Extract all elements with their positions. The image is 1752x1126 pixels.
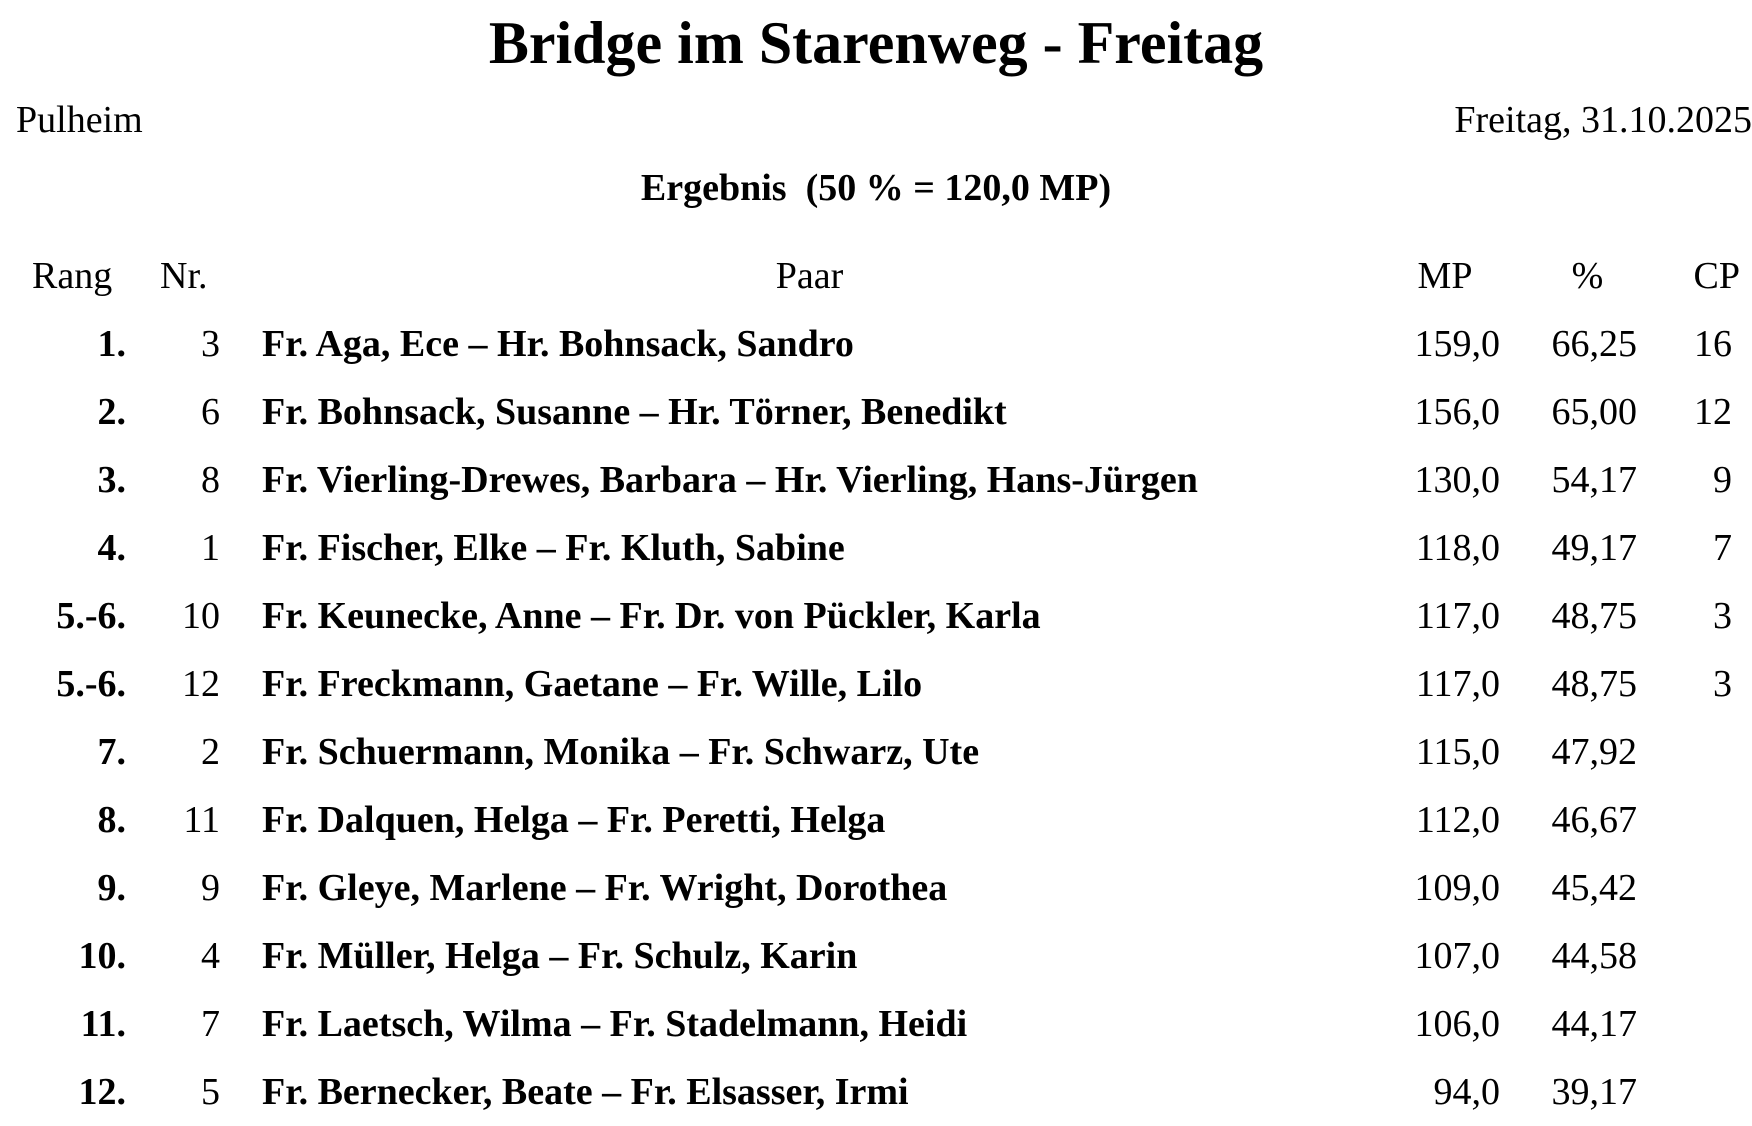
pair-number-cell: 6 (201, 391, 220, 433)
header-rang: Rang (32, 255, 113, 297)
location-label: Pulheim (16, 99, 143, 141)
mp-cell: 117,0 (1415, 595, 1500, 637)
pair-names-cell: Fr. Keunecke, Anne – Fr. Dr. von Pückler, Karla (262, 595, 1041, 637)
percent-cell: 54,17 (1551, 459, 1637, 501)
pair-number-cell: 2 (201, 731, 220, 773)
percent-cell: 44,17 (1551, 1003, 1637, 1045)
pair-names-cell: Fr. Laetsch, Wilma – Fr. Stadelmann, Heidi (262, 1003, 968, 1045)
percent-cell: 39,17 (1551, 1071, 1637, 1113)
pair-number-cell: 11 (183, 799, 220, 841)
pair-number-cell: 8 (201, 459, 220, 501)
cp-cell: 12 (1694, 391, 1732, 433)
pair-names-cell: Fr. Freckmann, Gaetane – Fr. Wille, Lilo (262, 663, 923, 705)
cp-cell: 3 (1713, 595, 1732, 637)
percent-cell: 48,75 (1551, 595, 1637, 637)
table-row (0, 786, 1752, 854)
mp-cell: 159,0 (1414, 323, 1500, 365)
table-row (0, 650, 1752, 718)
table-row (0, 854, 1752, 922)
table-row (0, 378, 1752, 446)
rang-cell: 12. (78, 1071, 126, 1113)
mp-cell: 109,0 (1414, 867, 1500, 909)
table-row (0, 514, 1752, 582)
pair-number-cell: 4 (201, 935, 220, 977)
mp-cell: 130,0 (1414, 459, 1500, 501)
table-row (0, 582, 1752, 650)
rang-cell: 1. (97, 323, 126, 365)
pair-names-cell: Fr. Müller, Helga – Fr. Schulz, Karin (262, 935, 858, 977)
pair-number-cell: 3 (201, 323, 220, 365)
percent-cell: 48,75 (1551, 663, 1637, 705)
pair-names-cell: Fr. Dalquen, Helga – Fr. Peretti, Helga (262, 799, 886, 841)
table-row (0, 718, 1752, 786)
pair-number-cell: 5 (201, 1071, 220, 1113)
rang-cell: 7. (97, 731, 126, 773)
header-mp: MP (1417, 255, 1473, 297)
percent-cell: 44,58 (1551, 935, 1637, 977)
pair-names-cell: Fr. Aga, Ece – Hr. Bohnsack, Sandro (262, 323, 854, 365)
rang-cell: 4. (97, 527, 126, 569)
mp-cell: 112,0 (1415, 799, 1500, 841)
result-subtitle: Ergebnis (50 % = 120,0 MP) (640, 167, 1112, 209)
table-row (0, 446, 1752, 514)
pair-names-cell: Fr. Bohnsack, Susanne – Hr. Törner, Benedikt (262, 391, 1007, 433)
cp-cell: 16 (1694, 323, 1732, 365)
rang-cell: 5.-6. (56, 595, 126, 637)
header-paar: Paar (775, 255, 844, 297)
pair-number-cell: 10 (182, 595, 220, 637)
percent-cell: 49,17 (1551, 527, 1637, 569)
header-percent: % (1571, 255, 1604, 297)
rang-cell: 11. (80, 1003, 126, 1045)
mp-cell: 107,0 (1414, 935, 1500, 977)
mp-cell: 94,0 (1433, 1071, 1500, 1113)
rang-cell: 2. (97, 391, 126, 433)
cp-cell: 9 (1713, 459, 1732, 501)
table-body (0, 310, 1752, 1126)
table-row (0, 922, 1752, 990)
percent-cell: 47,92 (1551, 731, 1637, 773)
pair-names-cell: Fr. Schuermann, Monika – Fr. Schwarz, Ute (262, 731, 980, 773)
mp-cell: 115,0 (1415, 731, 1500, 773)
rang-cell: 5.-6. (56, 663, 126, 705)
mp-cell: 106,0 (1414, 1003, 1500, 1045)
date-label: Freitag, 31.10.2025 (1454, 99, 1752, 141)
percent-cell: 46,67 (1551, 799, 1637, 841)
pair-names-cell: Fr. Vierling-Drewes, Barbara – Hr. Vierling, Hans-Jürgen (262, 459, 1198, 501)
pair-names-cell: Fr. Gleye, Marlene – Fr. Wright, Dorothea (262, 867, 948, 909)
pair-number-cell: 9 (201, 867, 220, 909)
rang-cell: 8. (97, 799, 126, 841)
table-row (0, 310, 1752, 378)
pair-names-cell: Fr. Bernecker, Beate – Fr. Elsasser, Irmi (262, 1071, 909, 1113)
cp-cell: 7 (1713, 527, 1732, 569)
cp-cell: 3 (1713, 663, 1732, 705)
percent-cell: 66,25 (1551, 323, 1637, 365)
mp-cell: 118,0 (1415, 527, 1500, 569)
pair-number-cell: 12 (182, 663, 220, 705)
pair-names-cell: Fr. Fischer, Elke – Fr. Kluth, Sabine (262, 527, 845, 569)
table-header-row (0, 242, 1752, 310)
pair-number-cell: 7 (201, 1003, 220, 1045)
mp-cell: 156,0 (1414, 391, 1500, 433)
table-row (0, 1058, 1752, 1126)
pair-number-cell: 1 (201, 527, 220, 569)
rang-cell: 9. (97, 867, 126, 909)
mp-cell: 117,0 (1415, 663, 1500, 705)
rang-cell: 10. (78, 935, 126, 977)
header-cp: CP (1693, 255, 1740, 297)
results-table (0, 242, 1752, 1126)
table-row (0, 990, 1752, 1058)
rang-cell: 3. (97, 459, 126, 501)
header-nr: Nr. (160, 255, 208, 297)
page-title: Bridge im Starenweg - Freitag (488, 10, 1264, 76)
percent-cell: 45,42 (1551, 867, 1637, 909)
percent-cell: 65,00 (1551, 391, 1637, 433)
